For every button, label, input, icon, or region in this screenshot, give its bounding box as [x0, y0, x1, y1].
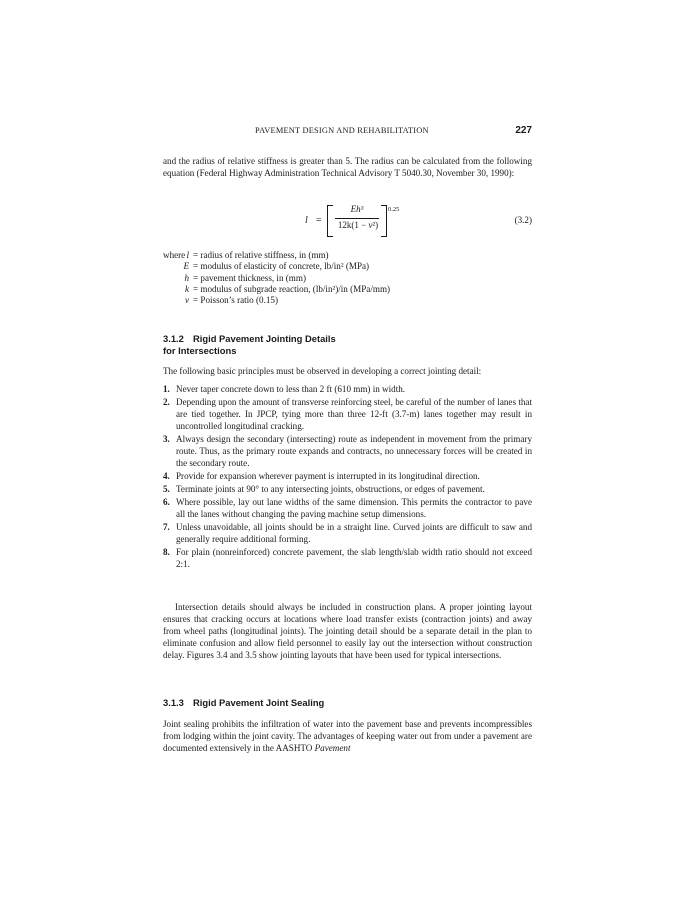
list-item	[163, 522, 532, 546]
list-item	[163, 484, 532, 496]
numerator-text: Eh³	[350, 204, 364, 214]
fraction-denominator	[331, 220, 385, 230]
list-text: Provide for expansion wherever payment is interrupted in its longitudinal direction.	[176, 470, 480, 481]
list-text: Depending upon the amount of transverse reinforcing steel, be careful of the number of lanes that are tied together. In JPCP, tying more than three 12-ft (3.7-m) lanes together may result in uncontrolled longitudinal cracking.	[176, 397, 532, 431]
list-text: Never taper concrete down to less than 2 ft (610 mm) in width.	[176, 384, 406, 394]
list-number: 4.	[163, 470, 170, 481]
list-number: 8.	[163, 547, 170, 558]
sealing-text: Joint sealing prohibits the infiltration of water into the pavement base and prevents incompressibles from lodging within the joint cavity. The advantages of keeping water out from under a pavement are documented extensively in the AASHTO	[163, 719, 532, 754]
where-equals: =	[193, 283, 199, 294]
equation-number: (3.2)	[514, 215, 532, 225]
where-text: modulus of subgrade reaction, (lb/in²)/in (MPa/mm)	[200, 283, 391, 294]
equation-lhs: l	[305, 215, 308, 226]
sealing-italic-tail: Pavement	[314, 743, 351, 754]
section-title: Rigid Pavement Joint Sealing	[193, 697, 325, 708]
list-item	[163, 384, 532, 396]
list-text: Unless unavoidable, all joints should be in a straight line. Curved joints are difficult to saw and generally require additional forming.	[176, 522, 532, 544]
where-text: radius of relative stiffness, in (mm)	[200, 250, 329, 260]
fraction-bar	[335, 218, 379, 219]
denominator-nu: ν	[368, 220, 373, 230]
list-item	[163, 397, 532, 433]
section-title-continued: for Intersections	[163, 344, 237, 356]
where-definitions	[163, 250, 532, 306]
where-symbol: l	[186, 250, 189, 260]
where-item	[163, 261, 532, 272]
where-symbol: E	[183, 261, 189, 272]
principles-intro: The following basic principles must be observed in developing a correct jointing detail:	[163, 366, 482, 376]
list-number: 3.	[163, 434, 170, 444]
where-item	[163, 273, 532, 284]
list-number: 7.	[163, 522, 170, 533]
denominator-prefix: 12k(1 −	[337, 220, 369, 230]
list-text: Where possible, lay out lane widths of the same dimension. This permits the contractor to pave all the lanes without changing the paving machine setup dimensions.	[176, 497, 532, 519]
section-title: Rigid Pavement Jointing Details	[193, 333, 336, 344]
principles-list	[163, 384, 532, 572]
where-symbol: k	[184, 283, 189, 294]
where-text: modulus of elasticity of concrete, lb/in² (MPa)	[200, 261, 370, 272]
list-item	[163, 497, 532, 521]
where-equals: =	[193, 250, 199, 260]
where-item	[163, 284, 532, 295]
right-bracket	[381, 205, 387, 237]
list-number: 1.	[163, 384, 170, 394]
list-item	[163, 471, 532, 483]
section-heading-line	[163, 333, 532, 345]
equation-exponent: 0.25	[388, 206, 400, 213]
list-number: 6.	[163, 497, 170, 508]
where-text: Poisson’s ratio (0.15)	[200, 295, 278, 306]
section-number: 3.1.2	[163, 333, 184, 344]
where-definition	[193, 250, 329, 261]
list-item	[163, 547, 532, 571]
list-text: For plain (nonreinforced) concrete pavement, the slab length/slab width ratio should not exceed 2:1.	[176, 547, 532, 569]
where-text: pavement thickness, in (mm)	[200, 272, 306, 283]
section-number: 3.1.3	[163, 697, 184, 708]
sealing-paragraph	[163, 718, 532, 754]
list-text: Always design the secondary (intersecting) route as independent in movement from the primary route. Thus, as the primary route expands and contracts, no unnecessary forces will be created in the secondary route.	[176, 434, 532, 468]
denominator-suffix: ²)	[372, 220, 379, 230]
list-item	[163, 434, 532, 470]
where-item	[163, 250, 532, 261]
where-definition	[193, 284, 390, 295]
intro-paragraph: and the radius of relative stiffness is greater than 5. The radius can be calculated from the following equation (Federal Highway Administration Technical Advisory T 5040.30, November 30, 1990):	[163, 156, 532, 179]
list-text: Terminate joints at 90° to any intersecting joints, obstructions, or edges of pavement.	[176, 484, 485, 494]
list-number: 2.	[163, 397, 170, 408]
where-equals: =	[193, 272, 199, 283]
where-symbol: h	[184, 272, 189, 283]
list-number: 5.	[163, 484, 170, 494]
intersection-paragraph: Intersection details should always be included in construction plans. A proper jointing layout ensures that cracking occurs at locations where load transfer exists (contraction joints) and away from wheel paths (longitudinal joints). The jointing detail should be a separate detail in the plan to eliminate confusion and allow field personnel to easily lay out the intersection without construction delay. Figures 3.4 and 3.5 show jointing layouts that have been used for typical intersections.	[163, 602, 532, 661]
section-heading-3-1-3	[163, 697, 532, 709]
section-heading-3-1-2	[163, 333, 532, 356]
where-definition	[193, 261, 369, 272]
where-item	[163, 295, 532, 306]
where-equals: =	[193, 261, 199, 272]
running-head	[163, 126, 532, 140]
page-number: 227	[515, 125, 532, 136]
where-equals: =	[193, 295, 199, 306]
where-symbol: ν	[184, 295, 189, 306]
fraction-numerator	[333, 204, 381, 214]
equation-3-2	[163, 203, 532, 239]
running-head-title: PAVEMENT DESIGN AND REHABILITATION	[255, 126, 429, 135]
where-lead: where	[163, 250, 186, 260]
where-definition	[193, 273, 306, 284]
equation-equals: =	[316, 215, 322, 226]
where-definition	[193, 295, 278, 306]
